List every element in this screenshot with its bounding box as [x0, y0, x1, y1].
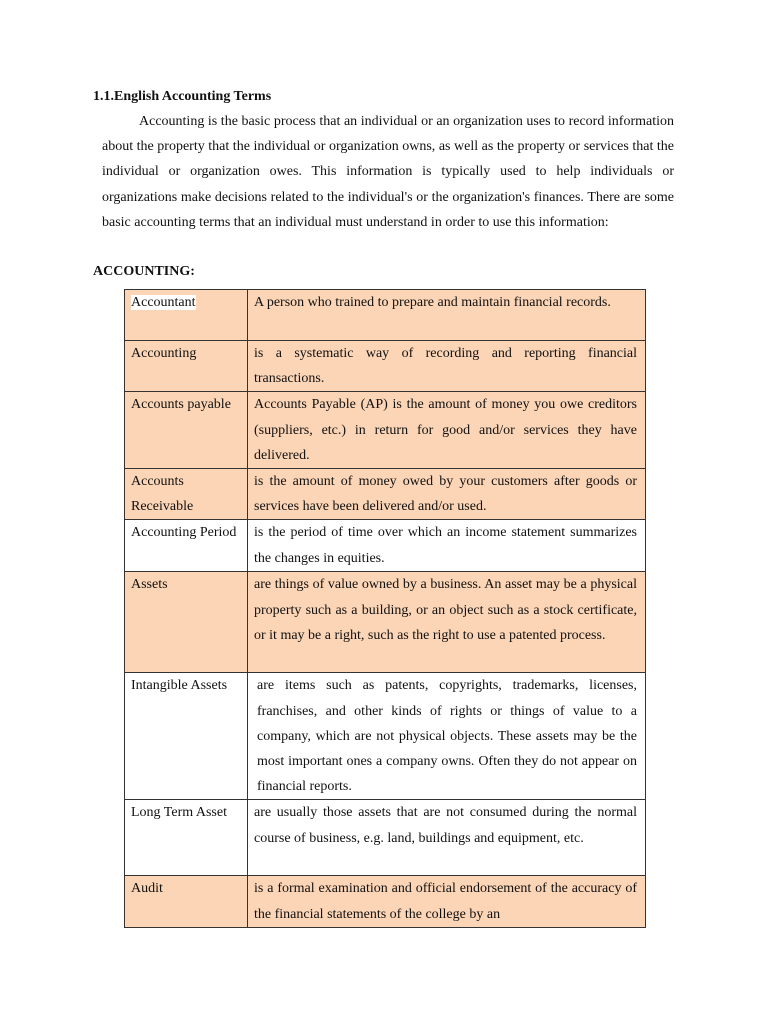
table-row [125, 341, 646, 392]
table-row [125, 876, 646, 927]
table-row [125, 290, 646, 341]
term-cell: Audit [125, 876, 248, 927]
definition-cell: are usually those assets that are not consumed during the normal course of business, e.g. land, buildings and equipment, etc. [248, 800, 646, 876]
intro-paragraph: Accounting is the basic process that an individual or an organization uses to record information about the property that the individual or organization owns, as well as the property or services that the individual or organization owes. This information is typically used to help individuals or organizations make decisions related to the individual's or the organization's finances. There are some basic accounting terms that an individual must understand in order to use this information: [102, 114, 674, 230]
definition-cell: is a systematic way of recording and reporting financial transactions. [248, 341, 646, 392]
table-row [125, 520, 646, 572]
term-cell: Accounting [125, 341, 248, 392]
definition-cell: is a formal examination and official endorsement of the accuracy of the financial statements of the college by an [248, 876, 646, 927]
definition-cell: are items such as patents, copyrights, trademarks, licenses, franchises, and other kinds of rights or things of value to a company, which are not physical objects. These assets may be the most important ones a company owns. Often they do not appear on financial reports. [248, 673, 646, 800]
term-cell: Accounts Receivable [125, 469, 248, 520]
section-heading: 1.1.English Accounting Terms [93, 89, 272, 104]
term-cell: Assets [125, 572, 248, 673]
term-cell [125, 290, 248, 341]
definition-cell: are things of value owned by a business. An asset may be a physical property such as a building, or an object such as a stock certificate, or it may be a right, such as the right to use a patented process. [248, 572, 646, 673]
term-cell: Long Term Asset [125, 800, 248, 876]
definition-cell: A person who trained to prepare and maintain financial records. [248, 290, 646, 341]
table-row [125, 572, 646, 673]
definition-cell: Accounts Payable (AP) is the amount of money you owe creditors (suppliers, etc.) in return for good and/or services they have delivered. [248, 392, 646, 469]
table-row [125, 392, 646, 469]
term-cell: Intangible Assets [125, 673, 248, 800]
term-label: Accountant [131, 295, 196, 310]
accounting-terms-table [124, 289, 646, 928]
definition-cell: is the period of time over which an income statement summarizes the changes in equities. [248, 520, 646, 572]
term-cell: Accounts payable [125, 392, 248, 469]
term-cell: Accounting Period [125, 520, 248, 572]
definition-cell: is the amount of money owed by your customers after goods or services have been delivered and/or used. [248, 469, 646, 520]
table-row [125, 800, 646, 876]
accounting-subheading: ACCOUNTING: [93, 264, 195, 279]
table-row [125, 673, 646, 800]
table-row [125, 469, 646, 520]
